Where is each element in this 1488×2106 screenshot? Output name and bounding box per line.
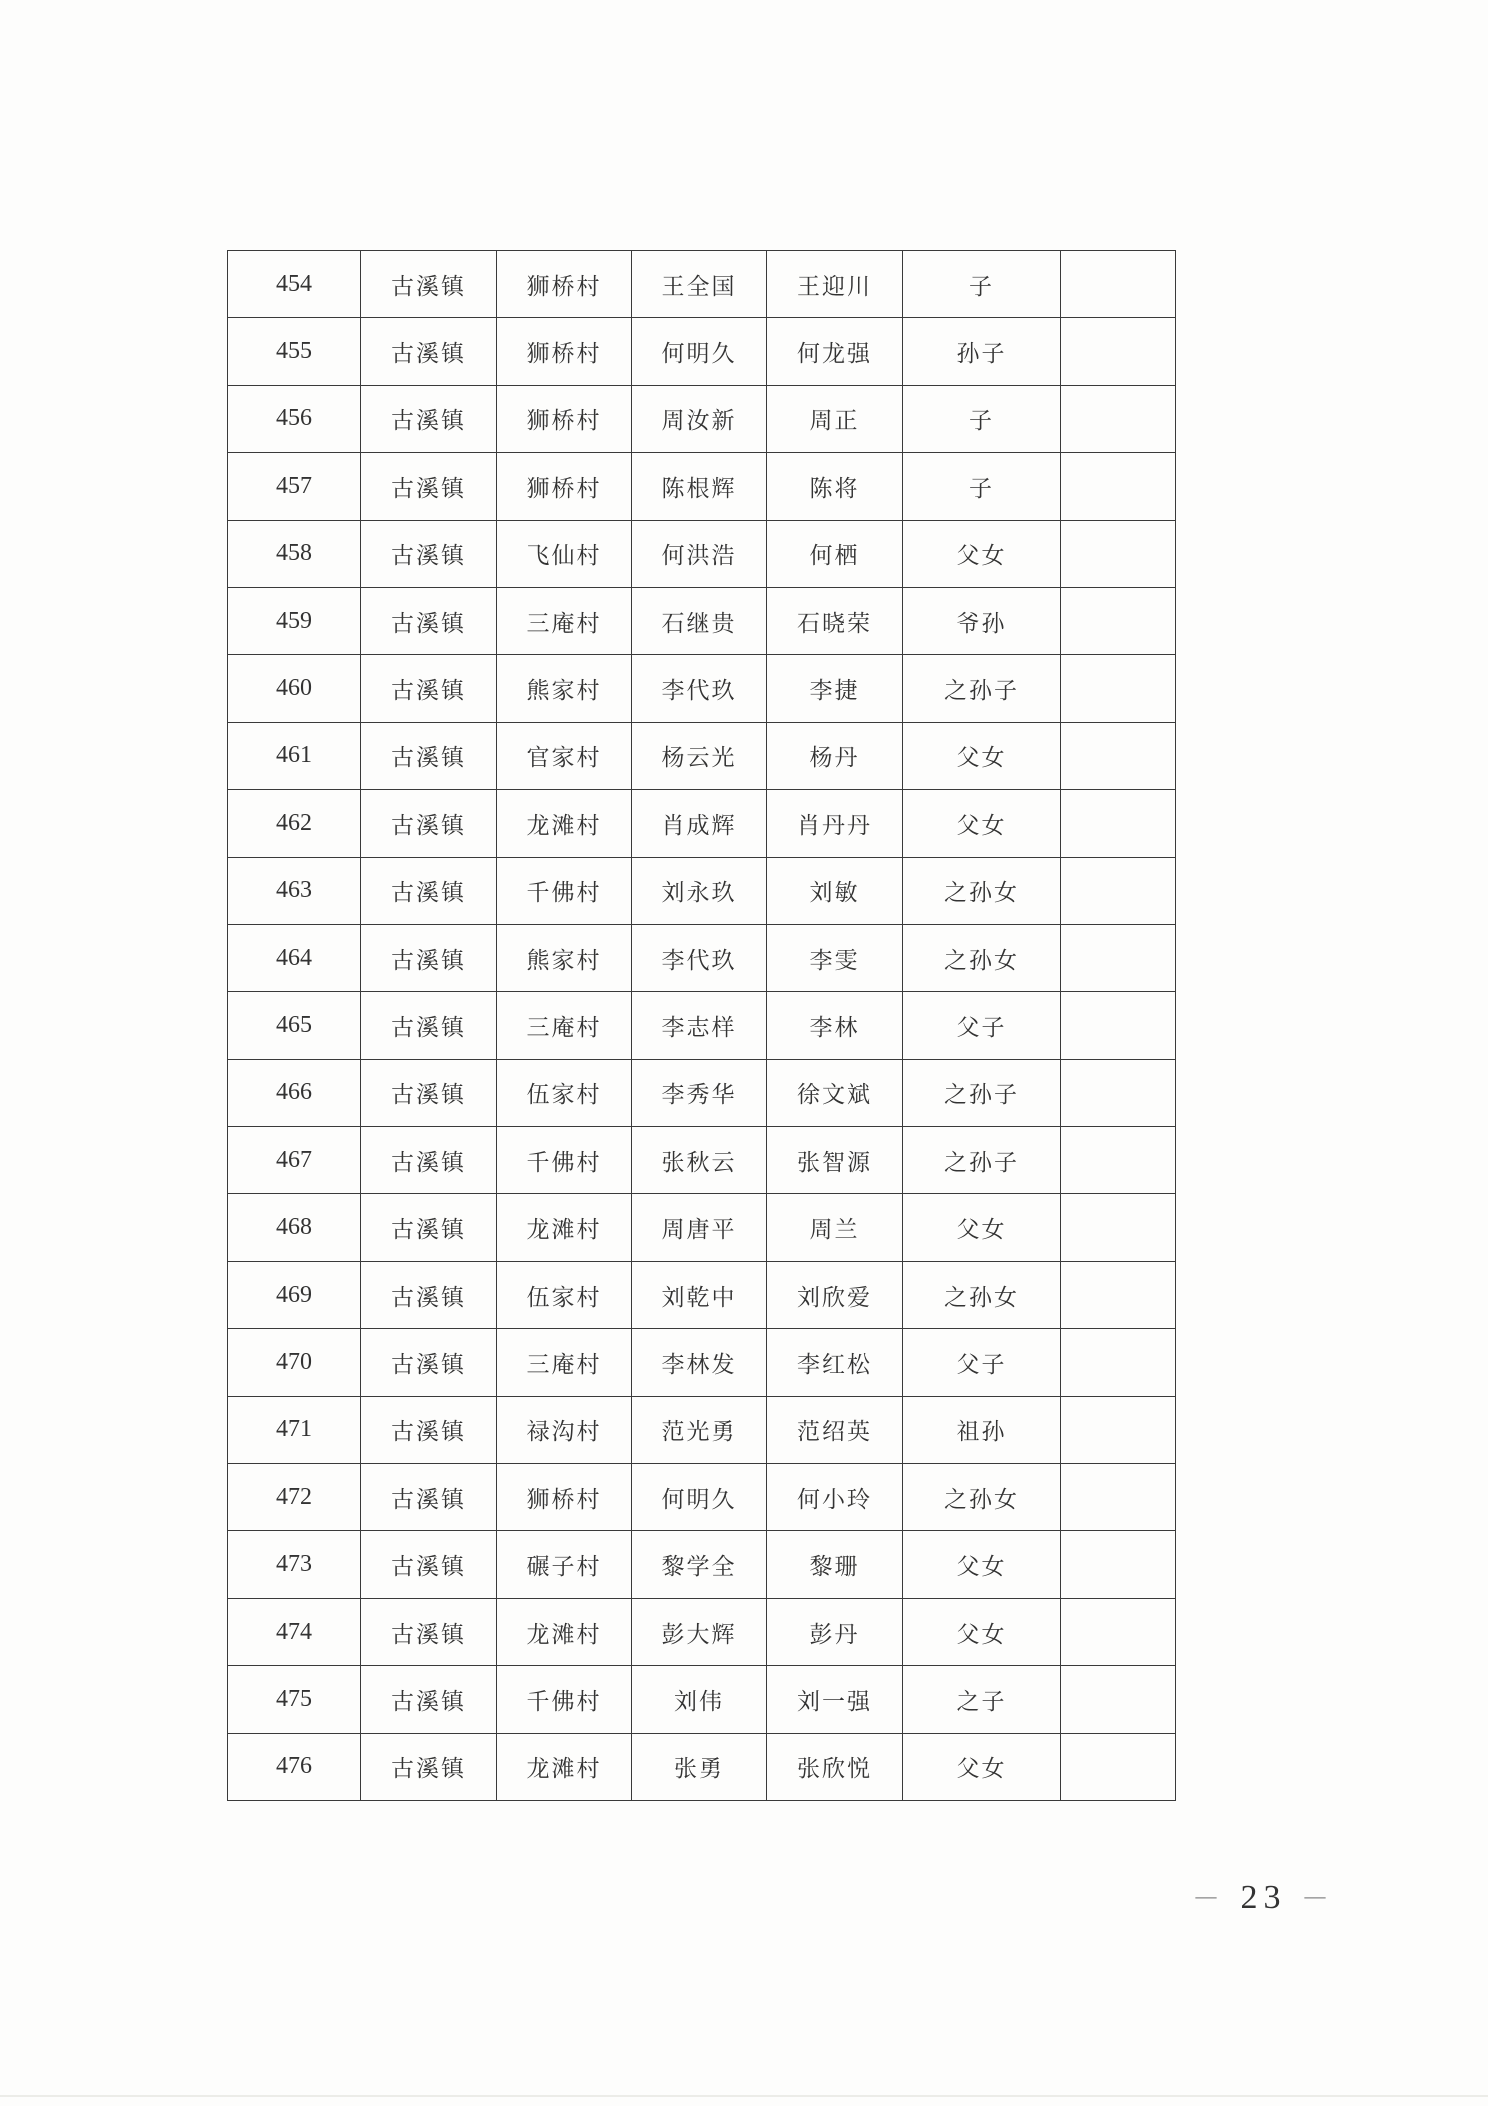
table-row [228, 1598, 1176, 1665]
remark-cell [1061, 1329, 1176, 1396]
name-cell: 石继贵 [632, 587, 767, 654]
row-number-cell: 462 [228, 790, 361, 857]
village-cell: 伍家村 [497, 1059, 632, 1126]
name-cell: 李代玖 [632, 655, 767, 722]
family-member-cell: 周正 [767, 385, 903, 452]
town-cell: 古溪镇 [361, 1464, 497, 1531]
name-cell: 李林发 [632, 1329, 767, 1396]
village-cell: 龙滩村 [497, 1733, 632, 1800]
town-cell: 古溪镇 [361, 790, 497, 857]
village-cell: 三庵村 [497, 992, 632, 1059]
table-row [228, 1059, 1176, 1126]
village-cell: 千佛村 [497, 857, 632, 924]
table-row [228, 1531, 1176, 1598]
table-row [228, 1127, 1176, 1194]
town-cell: 古溪镇 [361, 1194, 497, 1261]
relation-cell: 之孙女 [903, 1261, 1061, 1328]
town-cell: 古溪镇 [361, 1396, 497, 1463]
family-member-cell: 彭丹 [767, 1598, 903, 1665]
row-number-cell: 469 [228, 1261, 361, 1328]
relation-cell: 父女 [903, 520, 1061, 587]
remark-cell [1061, 790, 1176, 857]
remark-cell [1061, 655, 1176, 722]
row-number-cell: 458 [228, 520, 361, 587]
row-number-cell: 472 [228, 1464, 361, 1531]
name-cell: 张秋云 [632, 1127, 767, 1194]
relation-cell: 父女 [903, 790, 1061, 857]
name-cell: 李志样 [632, 992, 767, 1059]
village-cell: 龙滩村 [497, 1194, 632, 1261]
town-cell: 古溪镇 [361, 385, 497, 452]
name-cell: 何明久 [632, 1464, 767, 1531]
remark-cell [1061, 1261, 1176, 1328]
table-row [228, 587, 1176, 654]
relation-cell: 之子 [903, 1666, 1061, 1733]
remark-cell [1061, 924, 1176, 991]
name-cell: 李秀华 [632, 1059, 767, 1126]
remark-cell [1061, 1531, 1176, 1598]
page-number-dash-left: － [1192, 1884, 1227, 1915]
town-cell: 古溪镇 [361, 520, 497, 587]
table-row [228, 722, 1176, 789]
row-number-cell: 475 [228, 1666, 361, 1733]
name-cell: 刘永玖 [632, 857, 767, 924]
table-row [228, 1261, 1176, 1328]
row-number-cell: 455 [228, 318, 361, 385]
family-member-cell: 李林 [767, 992, 903, 1059]
town-cell: 古溪镇 [361, 251, 497, 318]
remark-cell [1061, 722, 1176, 789]
relation-cell: 之孙女 [903, 924, 1061, 991]
relation-cell: 子 [903, 251, 1061, 318]
page-number-value: 23 [1240, 1879, 1287, 1916]
remark-cell [1061, 1733, 1176, 1800]
table-row [228, 385, 1176, 452]
relation-cell: 祖孙 [903, 1396, 1061, 1463]
town-cell: 古溪镇 [361, 453, 497, 520]
table-row [228, 924, 1176, 991]
row-number-cell: 470 [228, 1329, 361, 1396]
town-cell: 古溪镇 [361, 1261, 497, 1328]
name-cell: 肖成辉 [632, 790, 767, 857]
row-number-cell: 464 [228, 924, 361, 991]
town-cell: 古溪镇 [361, 1733, 497, 1800]
relation-cell: 之孙子 [903, 1127, 1061, 1194]
table-row [228, 1396, 1176, 1463]
village-cell: 狮桥村 [497, 1464, 632, 1531]
roster-table-body [228, 251, 1176, 1801]
family-member-cell: 王迎川 [767, 251, 903, 318]
town-cell: 古溪镇 [361, 1666, 497, 1733]
family-member-cell: 陈将 [767, 453, 903, 520]
family-member-cell: 张欣悦 [767, 1733, 903, 1800]
row-number-cell: 466 [228, 1059, 361, 1126]
remark-cell [1061, 1194, 1176, 1261]
table-row [228, 1464, 1176, 1531]
remark-cell [1061, 1598, 1176, 1665]
village-cell: 千佛村 [497, 1127, 632, 1194]
name-cell: 何明久 [632, 318, 767, 385]
town-cell: 古溪镇 [361, 1329, 497, 1396]
row-number-cell: 457 [228, 453, 361, 520]
table-row [228, 992, 1176, 1059]
town-cell: 古溪镇 [361, 722, 497, 789]
remark-cell [1061, 385, 1176, 452]
remark-cell [1061, 520, 1176, 587]
village-cell: 官家村 [497, 722, 632, 789]
town-cell: 古溪镇 [361, 857, 497, 924]
relation-cell: 之孙女 [903, 1464, 1061, 1531]
village-cell: 龙滩村 [497, 790, 632, 857]
family-member-cell: 李红松 [767, 1329, 903, 1396]
village-cell: 碾子村 [497, 1531, 632, 1598]
remark-cell [1061, 992, 1176, 1059]
family-member-cell: 何龙强 [767, 318, 903, 385]
family-member-cell: 肖丹丹 [767, 790, 903, 857]
name-cell: 周汝新 [632, 385, 767, 452]
name-cell: 李代玖 [632, 924, 767, 991]
village-cell: 禄沟村 [497, 1396, 632, 1463]
row-number-cell: 460 [228, 655, 361, 722]
town-cell: 古溪镇 [361, 1059, 497, 1126]
relation-cell: 之孙女 [903, 857, 1061, 924]
village-cell: 狮桥村 [497, 453, 632, 520]
relation-cell: 孙子 [903, 318, 1061, 385]
page-number [1192, 1877, 1335, 1917]
page-number-dash-right: － [1301, 1884, 1336, 1915]
name-cell: 范光勇 [632, 1396, 767, 1463]
name-cell: 彭大辉 [632, 1598, 767, 1665]
name-cell: 黎学全 [632, 1531, 767, 1598]
remark-cell [1061, 1059, 1176, 1126]
remark-cell [1061, 857, 1176, 924]
relation-cell: 之孙子 [903, 1059, 1061, 1126]
table-row [228, 1733, 1176, 1800]
family-member-cell: 徐文斌 [767, 1059, 903, 1126]
relation-cell: 父子 [903, 992, 1061, 1059]
table-row [228, 318, 1176, 385]
roster-table [227, 250, 1176, 1801]
name-cell: 刘伟 [632, 1666, 767, 1733]
remark-cell [1061, 1666, 1176, 1733]
family-member-cell: 李雯 [767, 924, 903, 991]
name-cell: 王全国 [632, 251, 767, 318]
family-member-cell: 范绍英 [767, 1396, 903, 1463]
relation-cell: 父子 [903, 1329, 1061, 1396]
town-cell: 古溪镇 [361, 318, 497, 385]
remark-cell [1061, 318, 1176, 385]
family-member-cell: 石晓荣 [767, 587, 903, 654]
village-cell: 龙滩村 [497, 1598, 632, 1665]
row-number-cell: 459 [228, 587, 361, 654]
village-cell: 三庵村 [497, 1329, 632, 1396]
remark-cell [1061, 1127, 1176, 1194]
family-member-cell: 黎珊 [767, 1531, 903, 1598]
village-cell: 狮桥村 [497, 251, 632, 318]
family-member-cell: 杨丹 [767, 722, 903, 789]
village-cell: 伍家村 [497, 1261, 632, 1328]
table-row [228, 453, 1176, 520]
row-number-cell: 454 [228, 251, 361, 318]
remark-cell [1061, 1464, 1176, 1531]
family-member-cell: 周兰 [767, 1194, 903, 1261]
town-cell: 古溪镇 [361, 1598, 497, 1665]
table-row [228, 1329, 1176, 1396]
relation-cell: 父女 [903, 1733, 1061, 1800]
village-cell: 狮桥村 [497, 318, 632, 385]
table-row [228, 655, 1176, 722]
row-number-cell: 463 [228, 857, 361, 924]
row-number-cell: 467 [228, 1127, 361, 1194]
table-row [228, 1194, 1176, 1261]
name-cell: 杨云光 [632, 722, 767, 789]
relation-cell: 父女 [903, 1598, 1061, 1665]
remark-cell [1061, 251, 1176, 318]
family-member-cell: 张智源 [767, 1127, 903, 1194]
relation-cell: 之孙子 [903, 655, 1061, 722]
name-cell: 陈根辉 [632, 453, 767, 520]
town-cell: 古溪镇 [361, 587, 497, 654]
table-row [228, 1666, 1176, 1733]
town-cell: 古溪镇 [361, 992, 497, 1059]
village-cell: 飞仙村 [497, 520, 632, 587]
row-number-cell: 468 [228, 1194, 361, 1261]
table-row [228, 790, 1176, 857]
town-cell: 古溪镇 [361, 924, 497, 991]
relation-cell: 父女 [903, 722, 1061, 789]
remark-cell [1061, 587, 1176, 654]
village-cell: 三庵村 [497, 587, 632, 654]
village-cell: 熊家村 [497, 924, 632, 991]
family-member-cell: 李捷 [767, 655, 903, 722]
relation-cell: 父女 [903, 1531, 1061, 1598]
relation-cell: 子 [903, 385, 1061, 452]
family-member-cell: 何小玲 [767, 1464, 903, 1531]
town-cell: 古溪镇 [361, 655, 497, 722]
town-cell: 古溪镇 [361, 1531, 497, 1598]
row-number-cell: 471 [228, 1396, 361, 1463]
row-number-cell: 476 [228, 1733, 361, 1800]
village-cell: 狮桥村 [497, 385, 632, 452]
row-number-cell: 465 [228, 992, 361, 1059]
village-cell: 千佛村 [497, 1666, 632, 1733]
relation-cell: 子 [903, 453, 1061, 520]
family-member-cell: 刘一强 [767, 1666, 903, 1733]
row-number-cell: 473 [228, 1531, 361, 1598]
scan-edge-line [0, 2095, 1488, 2097]
relation-cell: 爷孙 [903, 587, 1061, 654]
table-row [228, 251, 1176, 318]
name-cell: 刘乾中 [632, 1261, 767, 1328]
village-cell: 熊家村 [497, 655, 632, 722]
row-number-cell: 456 [228, 385, 361, 452]
name-cell: 何洪浩 [632, 520, 767, 587]
family-member-cell: 刘敏 [767, 857, 903, 924]
row-number-cell: 474 [228, 1598, 361, 1665]
table-row [228, 857, 1176, 924]
name-cell: 张勇 [632, 1733, 767, 1800]
row-number-cell: 461 [228, 722, 361, 789]
table-row [228, 520, 1176, 587]
family-member-cell: 何栖 [767, 520, 903, 587]
name-cell: 周唐平 [632, 1194, 767, 1261]
remark-cell [1061, 1396, 1176, 1463]
relation-cell: 父女 [903, 1194, 1061, 1261]
family-member-cell: 刘欣爱 [767, 1261, 903, 1328]
remark-cell [1061, 453, 1176, 520]
town-cell: 古溪镇 [361, 1127, 497, 1194]
